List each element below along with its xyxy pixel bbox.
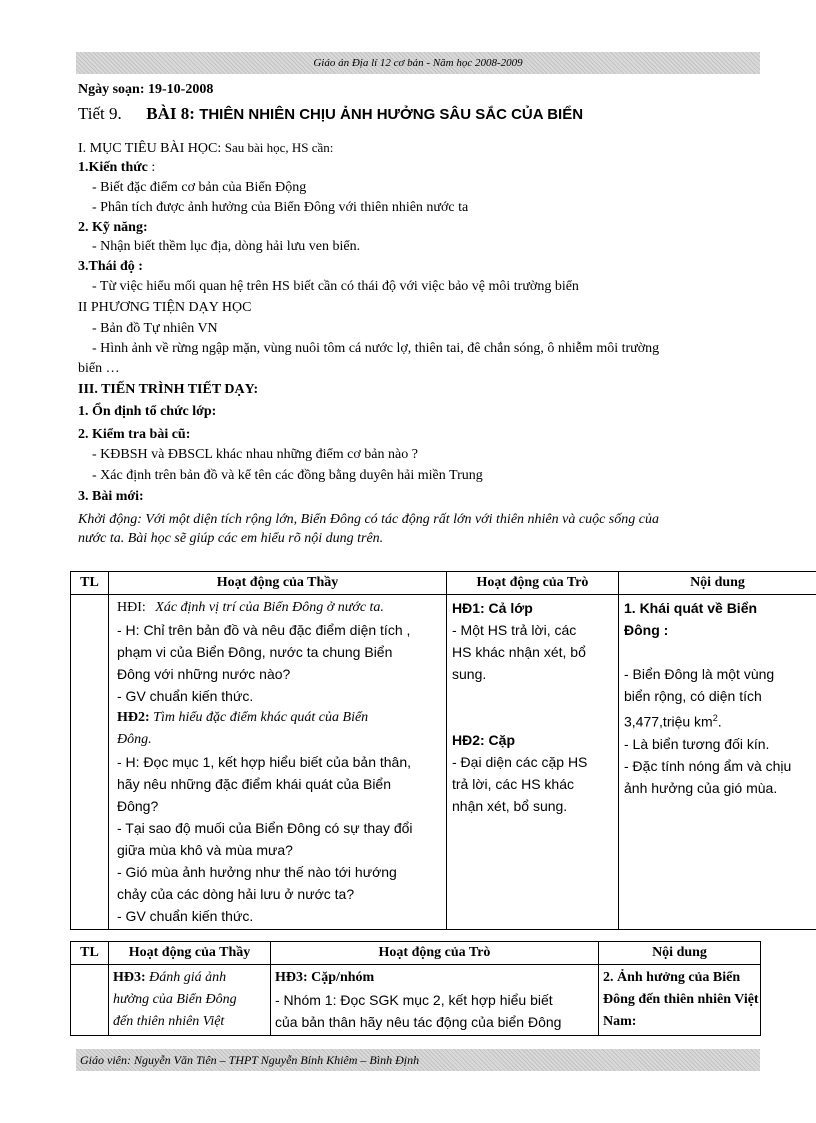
teacher-cell xyxy=(109,965,271,1036)
col-header-teacher: Hoạt động của Thầy xyxy=(109,572,447,595)
skills-item: - Nhận biết thềm lục địa, dòng hải lưu ven biển. xyxy=(92,239,361,254)
opening-text: nước ta. Bài học sẽ giúp các em hiểu rõ nội dung trên. xyxy=(78,531,384,546)
student-hd3-heading: HĐ3: Cặp/nhóm xyxy=(275,970,375,985)
lesson-heading: THIÊN NHIÊN CHỊU ẢNH HƯỞNG SÂU SẮC CỦA BIỂN xyxy=(199,106,584,123)
stabilize-heading: 1. Ổn định tổ chức lớp: xyxy=(78,404,217,419)
col-header-tl: TL xyxy=(71,942,109,965)
page-header xyxy=(76,52,760,74)
hd3-title: Đánh giá ảnh xyxy=(149,970,227,985)
student-line: - Đại diện các cặp HS xyxy=(452,754,588,770)
content-line: - Đặc tính nóng ẩm và chịu xyxy=(624,757,792,774)
check-heading: 2. Kiểm tra bài cũ: xyxy=(78,427,191,442)
content-cell xyxy=(619,595,816,930)
section-materials-heading: II PHƯƠNG TIỆN DẠY HỌC xyxy=(78,300,252,315)
teacher-line: phạm vi của Biển Đông, nước ta chung Biển xyxy=(117,644,393,660)
student-hd1-heading: HĐ1: Cả lớp xyxy=(452,600,533,616)
knowledge-heading xyxy=(78,158,155,177)
col-header-content: Nội dung xyxy=(599,942,761,965)
hd3-title-cont: đến thiên nhiên Việt xyxy=(113,1014,225,1029)
teacher-line: - GV chuẩn kiến thức. xyxy=(117,688,254,704)
content-heading: Đông : xyxy=(624,622,669,638)
hd2-title-cont: Đông. xyxy=(117,732,152,747)
hd2-title: Tìm hiểu đặc điểm khác quát của Biển xyxy=(153,710,369,725)
content-area-line xyxy=(624,707,812,733)
teacher-line: - Gió mùa ảnh hưởng như thế nào tới hướng xyxy=(117,864,397,880)
materials-item: - Bản đồ Tự nhiên VN xyxy=(92,321,218,336)
date-value: 19-10-2008 xyxy=(148,82,214,97)
content-line: - Biển Đông là một vùng xyxy=(624,666,775,682)
content-line: - Là biển tương đối kín. xyxy=(624,735,770,752)
teacher-line: - H: Đọc mục 1, kết hợp hiểu biết của bản thân, xyxy=(117,754,412,770)
content-heading: Nam: xyxy=(603,1014,637,1029)
hd1-label: HĐI: xyxy=(117,600,146,615)
page-footer xyxy=(76,1049,760,1071)
attitude-heading: 3.Thái độ : xyxy=(78,259,143,274)
skills-heading: 2. Kỹ năng: xyxy=(78,220,148,235)
hd1-title: Xác định vị trí của Biển Đông ở nước ta. xyxy=(155,600,384,615)
date-line xyxy=(78,80,213,99)
teacher-line: giữa mùa khô và mùa mưa? xyxy=(117,842,293,858)
col-header-student: Hoạt động của Trò xyxy=(447,572,619,595)
lesson-number: BÀI 8: xyxy=(146,104,195,123)
hd3-title-cont: hưởng của Biển Đông xyxy=(113,992,237,1007)
content-cell xyxy=(599,965,761,1036)
lesson-table-1 xyxy=(70,571,816,930)
student-line: nhận xét, bổ sung. xyxy=(452,798,568,814)
hd3-line xyxy=(113,967,266,989)
section-process-heading: III. TIẾN TRÌNH TIẾT DẠY: xyxy=(78,382,259,397)
student-hd2-heading: HĐ2: Cặp xyxy=(452,732,516,748)
teacher-line: - Tại sao độ muối của Biển Đông có sự thay đổi xyxy=(117,820,413,836)
period-label: Tiết 9. xyxy=(78,104,122,123)
hd1-line xyxy=(117,597,442,619)
student-line: sung. xyxy=(452,666,487,682)
hd2-label: HĐ2: xyxy=(117,710,150,725)
col-header-tl: TL xyxy=(71,572,109,595)
table-row xyxy=(71,595,816,930)
content-heading: 1. Khái quát về Biển xyxy=(624,600,758,616)
new-lesson-heading: 3. Bài mới: xyxy=(78,489,144,504)
student-cell xyxy=(271,965,599,1036)
student-cell xyxy=(447,595,619,930)
area-value: 3,477,triệu km xyxy=(624,713,713,730)
student-line: HS khác nhận xét, bổ xyxy=(452,644,586,660)
teacher-line: - H: Chỉ trên bản đồ và nêu đặc điểm diện tích , xyxy=(117,622,411,638)
table-header-row xyxy=(71,942,761,965)
hd2-line xyxy=(117,707,442,729)
table-row xyxy=(71,965,761,1036)
tl-cell xyxy=(71,965,109,1036)
lesson-title xyxy=(78,104,583,124)
materials-item-cont: biển … xyxy=(78,361,120,376)
content-line: biển rộng, có diện tích xyxy=(624,688,762,704)
col-header-student: Hoạt động của Trò xyxy=(271,942,599,965)
objectives-title: I. MỤC TIÊU BÀI HỌC: xyxy=(78,141,222,156)
teacher-line: Đông? xyxy=(117,798,159,814)
area-end: . xyxy=(717,713,722,730)
knowledge-colon: : xyxy=(147,160,156,175)
objectives-intro: Sau bài học, HS cần: xyxy=(224,140,334,155)
check-item: - KĐBSH và ĐBSCL khác nhau những điểm cơ bản nào ? xyxy=(92,447,418,462)
area-sup: 2 xyxy=(712,713,718,723)
attitude-item: - Từ việc hiểu mối quan hệ trên HS biết cần có thái độ với việc bảo vệ môi trường biển xyxy=(92,279,579,294)
opening-text: Khởi động: Với một diện tích rộng lớn, Biển Đông có tác động rất lớn với thiên nhiên và cuộc sống của xyxy=(78,512,659,527)
table-header-row xyxy=(71,572,816,595)
student-line: - Nhóm 1: Đọc SGK mục 2, kết hợp hiểu biết xyxy=(275,992,553,1008)
check-item: - Xác định trên bản đồ và kể tên các đồng bằng duyên hải miền Trung xyxy=(92,468,483,483)
hd3-label: HĐ3: xyxy=(113,970,146,985)
teacher-line: chảy của các dòng hải lưu ở nước ta? xyxy=(117,886,355,902)
materials-item: - Hình ảnh về rừng ngập mặn, vùng nuôi tôm cá nước lợ, thiên tai, đê chắn sóng, ô nhiễm môi trường xyxy=(92,341,660,356)
section-objectives-heading xyxy=(78,138,333,158)
knowledge-item: - Phân tích được ảnh hưởng của Biển Đông với thiên nhiên nước ta xyxy=(92,200,469,215)
content-heading: 2. Ảnh hưởng của Biển xyxy=(603,970,741,985)
col-header-content: Nội dung xyxy=(619,572,816,595)
teacher-line: Đông với những nước nào? xyxy=(117,666,291,682)
header-text: Giáo án Địa lí 12 cơ bản - Năm học 2008-2009 xyxy=(313,57,523,69)
footer-text: Giáo viên: Nguyễn Văn Tiên – THPT Nguyễn Bỉnh Khiêm – Bình Định xyxy=(80,1053,420,1067)
teacher-line: hãy nêu những đặc điểm khái quát của Biển xyxy=(117,776,392,792)
tl-cell xyxy=(71,595,109,930)
student-line: của bản thân hãy nêu tác động của biển Đông xyxy=(275,1014,562,1030)
lesson-table-2 xyxy=(70,941,761,1036)
teacher-line: - GV chuẩn kiến thức. xyxy=(117,908,254,924)
content-line: ảnh hưởng của gió mùa. xyxy=(624,779,778,796)
student-line: - Một HS trả lời, các xyxy=(452,622,577,638)
knowledge-item: - Biết đặc điểm cơ bản của Biển Động xyxy=(92,180,307,195)
teacher-cell xyxy=(109,595,447,930)
col-header-teacher: Hoạt động của Thầy xyxy=(109,942,271,965)
student-line: trả lời, các HS khác xyxy=(452,776,574,792)
knowledge-title: 1.Kiến thức xyxy=(78,160,148,175)
content-heading: Đông đến thiên nhiên Việt xyxy=(603,992,759,1007)
date-label: Ngày soạn: xyxy=(78,82,145,97)
